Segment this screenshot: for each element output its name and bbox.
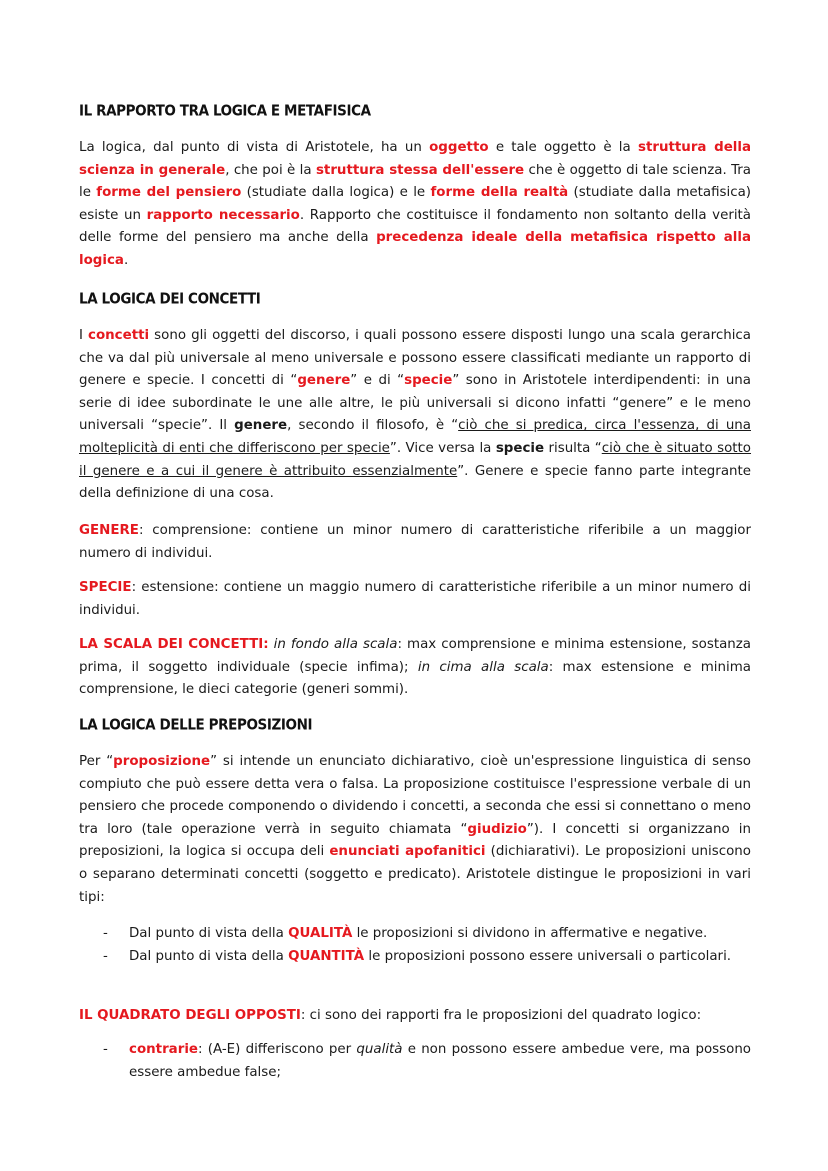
list-item: - Dal punto di vista della QUANTITÀ le proposizioni possono essere universali o particolari. (79, 946, 751, 969)
highlight-contrarie: contrarie (129, 1042, 198, 1057)
highlight-proposizione: proposizione (113, 754, 211, 769)
label-genere: GENERE (79, 523, 139, 538)
highlight-enunciati-apofanitici: enunciati apofanitici (329, 844, 486, 860)
heading-rapporto: IL RAPPORTO TRA LOGICA E METAFISICA (79, 102, 371, 120)
highlight-struttura-essere: struttura stessa dell'essere (315, 162, 525, 178)
list-tipi-proposizioni (79, 923, 751, 968)
label-quadrato-opposti: IL QUADRATO DEGLI OPPOSTI (79, 1008, 301, 1023)
highlight-specie: specie (404, 373, 453, 389)
highlight-qualita: QUALITÀ (288, 926, 353, 941)
highlight-oggetto: oggetto (429, 140, 489, 155)
highlight-struttura-scienza: struttura della scienza in generale (79, 140, 751, 178)
paragraph-quadrato: IL QUADRATO DEGLI OPPOSTI: ci sono dei rapporti fra le proposizioni del quadrato logico: (79, 1008, 702, 1023)
paragraph-rapporto: La logica, dal punto di vista di Aristotele, ha un oggetto e tale oggetto è la struttura della scienza in generale, che poi è la struttura stessa dell'essere che è oggetto di tale scienza. Tra le forme del pensiero (studiate dalla logica) e le forme della realtà (studiate dalla metafisica) esiste un rapporto necessario. Rapporto che costituisce il fondamento non soltanto della verità delle forme del pensiero ma anche della precedenza ideale della metafisica rispetto alla logica. (79, 140, 752, 268)
highlight-genere: genere (297, 373, 351, 389)
highlight-forme-pensiero: forme del pensiero (96, 185, 242, 201)
highlight-quantita: QUANTITÀ (288, 948, 365, 964)
list-item: - contrarie: (A-E) differiscono per qualità e non possono essere ambedue vere, ma possono essere ambedue false; (79, 1039, 751, 1084)
paragraph-preposizioni: Per “proposizione” si intende un enunciato dichiarativo, cioè un'espressione linguistica di senso compiuto che può essere detta vera o falsa. La proposizione costituisce l'espressione verbale di un pensiero che procede componendo o dividendo i concetti, a seconda che essi si connettano o meno tra loro (tale operazione verrà in seguito chiamata “giudizio”). I concetti si organizzano in preposizioni, la logica si occupa deli enunciati apofanitici (dichiarativi). Le proposizioni uniscono o separano determinati concetti (soggetto e predicato). Aristotele distingue le proposizioni in vari tipi: (79, 754, 751, 905)
quote-specie-definizione: ciò che è situato sotto il genere e a cui il genere è attribuito essenzialmente (79, 440, 752, 479)
heading-logica-preposizioni: LA LOGICA DELLE PREPOSIZIONI (79, 716, 313, 734)
highlight-concetti: concetti (88, 328, 150, 343)
section-title-preposizioni (79, 716, 751, 732)
paragraph-concetti: I concetti sono gli oggetti del discorso, i quali possono essere disposti lungo una scala gerarchica che va dal più universale al meno universale e possono essere classificati mediante un rapporto di genere e specie. I concetti di “genere” e di “specie” sono in Aristotele interdipendenti: in una serie di idee subordinate le une alle altre, le più universali si dicono infatti “genere” e le meno universali “specie”. Il genere, secondo il filosofo, è “ciò che si predica, circa l'essenza, di una molteplicità di enti che differiscono per specie”. Vice versa la specie risulta “ciò che è situato sotto il genere e a cui il genere è attribuito essenzialmente”. Genere e specie fanno parte integrante della definizione di una cosa. (79, 328, 752, 502)
list-item: - Dal punto di vista della QUALITÀ le proposizioni si dividono in affermative e negative. (79, 923, 751, 946)
highlight-rapporto-necessario: rapporto necessario (146, 207, 300, 223)
highlight-giudizio: giudizio (467, 821, 527, 837)
highlight-forme-realta: forme della realtà (430, 185, 569, 201)
list-rapporti-quadrato (79, 1039, 751, 1084)
paragraph-genere-def: GENERE: comprensione: contiene un minor numero di caratteristiche riferibile a un maggior numero di individui. (79, 523, 751, 561)
heading-logica-concetti: LA LOGICA DEI CONCETTI (79, 290, 261, 308)
paragraph-scala-concetti: LA SCALA DEI CONCETTI: in fondo alla scala: max comprensione e minima estensione, sostanza prima, il soggetto individuale (specie infima); in cima alla scala: max estensione e minima comprensione, le dieci categorie (generi sommi). (79, 637, 751, 698)
label-scala-concetti: LA SCALA DEI CONCETTI: (79, 637, 269, 652)
label-specie: SPECIE (79, 580, 132, 595)
highlight-precedenza: precedenza ideale della metafisica rispetto alla logica (79, 230, 752, 268)
quote-genere-definizione: ciò che si predica, circa l'essenza, di una molteplicità di enti che differiscono per specie (79, 418, 751, 456)
section-title-logica-metafisica (79, 102, 751, 118)
paragraph-specie-def: SPECIE: estensione: contiene un maggio numero di caratteristiche riferibile a un minor numero di individui. (79, 580, 751, 618)
section-title-concetti (79, 290, 751, 306)
bold-specie: specie (495, 440, 545, 456)
bold-genere: genere (234, 418, 288, 434)
